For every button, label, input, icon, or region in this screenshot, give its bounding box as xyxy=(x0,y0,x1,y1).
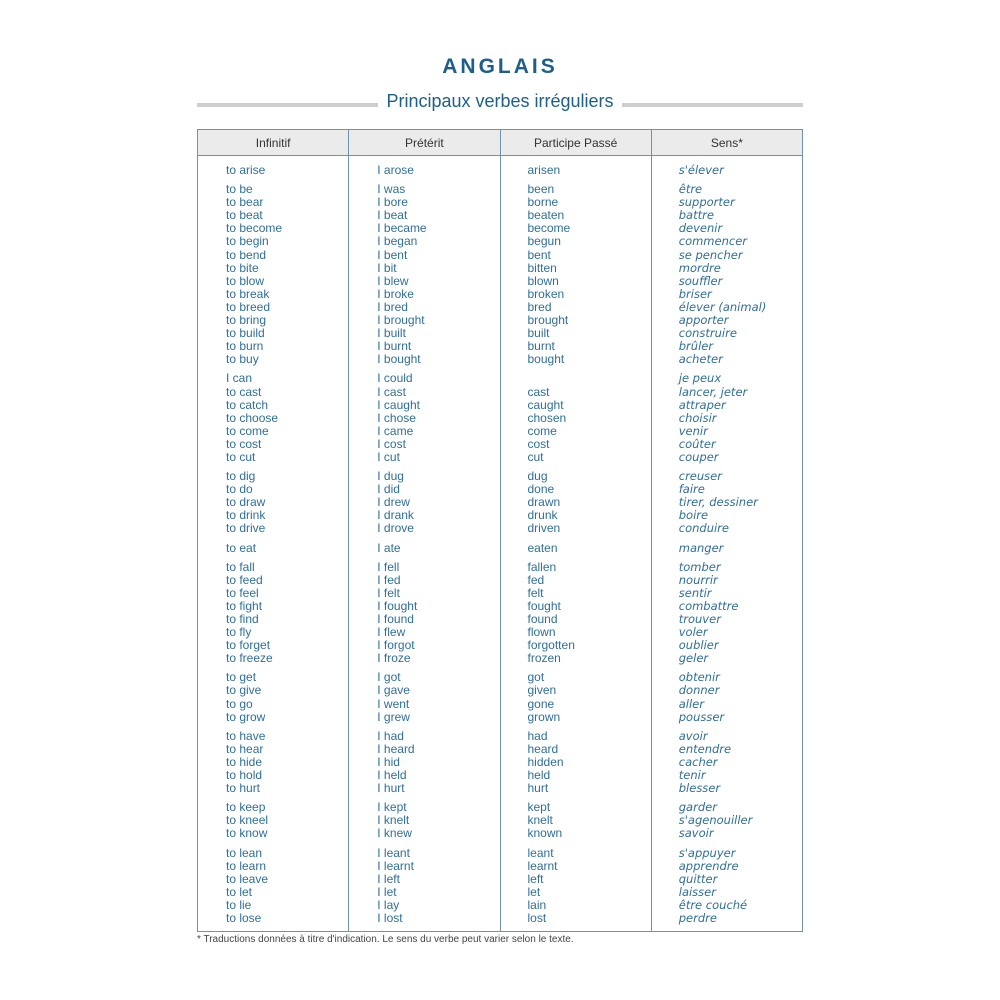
table-cell: to keep xyxy=(226,800,266,815)
table-cell: to get xyxy=(226,670,257,685)
table-cell: to break xyxy=(226,286,270,301)
table-cell: I held xyxy=(377,768,407,783)
table-cell: venir xyxy=(678,423,708,438)
column-preterit xyxy=(349,156,500,932)
page-title: ANGLAIS xyxy=(442,55,558,78)
column-participe-passe xyxy=(500,156,651,932)
table-cell: to cast xyxy=(226,384,262,399)
table-cell: se pencher xyxy=(678,247,743,262)
table-cell: to buy xyxy=(226,352,259,367)
table-cell: I froze xyxy=(377,651,411,666)
table-cell: to begin xyxy=(226,234,269,249)
table-cell: bred xyxy=(527,299,552,314)
table-cell: to arise xyxy=(226,163,266,177)
verb-group xyxy=(501,366,651,464)
verb-group xyxy=(349,555,499,666)
table-cell: to bend xyxy=(226,247,267,262)
verb-group xyxy=(198,464,348,535)
table-cell: brought xyxy=(527,313,569,328)
table-cell: I became xyxy=(377,221,427,236)
table-cell: I drew xyxy=(377,495,410,510)
table-cell: beaten xyxy=(527,208,565,223)
table-cell: souffler xyxy=(678,273,723,288)
table-cell: s'agenouiller xyxy=(678,813,753,828)
table-cell: I cost xyxy=(377,436,406,451)
table-cell: bought xyxy=(527,352,565,367)
verb-group xyxy=(198,665,348,723)
column-header-preterit: Prétérit xyxy=(349,130,500,156)
divider-left xyxy=(197,103,378,107)
table-cell: I bought xyxy=(377,352,421,367)
table-cell: I ate xyxy=(377,540,401,555)
table-cell xyxy=(501,372,651,385)
table-cell: tirer, dessiner xyxy=(678,495,758,510)
table-cell: I chose xyxy=(377,410,416,425)
verb-group xyxy=(652,366,802,464)
verb-group xyxy=(349,841,499,926)
table-cell: I went xyxy=(377,696,410,711)
table-cell: commencer xyxy=(678,234,748,249)
table-cell: to cut xyxy=(226,449,256,464)
table-cell: obtenir xyxy=(678,670,720,685)
table-cell: I fell xyxy=(377,559,400,574)
table-body-row xyxy=(198,156,803,932)
table-cell: I hurt xyxy=(377,781,405,796)
table-cell: to hear xyxy=(226,741,264,756)
table-cell: to fly xyxy=(226,625,252,640)
table-cell: I broke xyxy=(377,286,414,301)
table-cell: had xyxy=(527,728,548,743)
table-cell: I grew xyxy=(377,709,410,724)
bottom-padding xyxy=(501,925,651,931)
table-cell: combattre xyxy=(678,598,739,613)
table-cell: quitter xyxy=(678,871,718,886)
table-cell: I caught xyxy=(377,397,420,412)
table-cell: to lean xyxy=(226,845,263,860)
verb-group xyxy=(349,366,499,464)
table-cell: battre xyxy=(678,208,714,223)
table-cell: I blew xyxy=(377,273,409,288)
table-cell: I bore xyxy=(377,195,408,210)
table-cell: garder xyxy=(678,800,717,815)
table-cell: bitten xyxy=(527,260,557,275)
table-cell: to do xyxy=(226,482,253,497)
table-cell: to bite xyxy=(226,260,259,275)
verb-group xyxy=(198,536,348,555)
table-cell: trouver xyxy=(678,612,721,626)
table-cell: mordre xyxy=(678,260,721,275)
table-cell: I let xyxy=(377,884,397,899)
table-cell: construire xyxy=(678,326,737,341)
table-cell: caught xyxy=(527,397,564,412)
table-cell: I fed xyxy=(377,572,401,587)
verb-group xyxy=(501,665,651,723)
table-cell: to learn xyxy=(226,858,267,873)
table-cell: I got xyxy=(377,670,401,685)
verb-group xyxy=(652,665,802,723)
column-sens xyxy=(651,156,802,932)
table-cell: donner xyxy=(678,683,720,698)
table-cell: to freeze xyxy=(226,651,273,666)
table-cell: supporter xyxy=(678,195,735,210)
table-cell: s'appuyer xyxy=(678,845,736,860)
table-cell: I kept xyxy=(377,800,407,815)
table-cell: been xyxy=(527,182,555,197)
table-cell: creuser xyxy=(678,469,722,484)
table-cell: blesser xyxy=(678,781,721,796)
table-cell: I found xyxy=(377,612,414,626)
column-header-participe-passe: Participe Passé xyxy=(500,130,651,156)
table-cell: to let xyxy=(226,884,253,899)
table-cell: flown xyxy=(527,625,556,640)
table-cell: learnt xyxy=(527,858,558,873)
table-cell: lancer, jeter xyxy=(678,384,748,399)
table-cell: to leave xyxy=(226,871,269,886)
verb-group xyxy=(652,464,802,535)
bottom-padding xyxy=(198,925,348,931)
table-cell: knelt xyxy=(527,813,553,828)
table-cell: I had xyxy=(377,728,404,743)
table-cell: to choose xyxy=(226,410,279,425)
table-cell: to find xyxy=(226,612,259,626)
verb-group xyxy=(652,536,802,555)
table-cell: perdre xyxy=(678,910,717,925)
table-cell: hurt xyxy=(527,781,549,796)
table-cell: to drive xyxy=(226,521,266,536)
table-cell: voler xyxy=(678,625,708,640)
table-cell: I bent xyxy=(377,247,408,262)
table-cell: to have xyxy=(226,728,266,743)
table-cell: done xyxy=(527,482,555,497)
table-cell: arisen xyxy=(527,163,561,177)
table-cell: to eat xyxy=(226,540,257,555)
verb-group xyxy=(652,555,802,666)
table-cell: gone xyxy=(527,696,555,711)
table-cell: drawn xyxy=(527,495,561,510)
table-cell: I brought xyxy=(377,313,425,328)
table-cell: I cut xyxy=(377,449,400,464)
verb-group xyxy=(198,724,348,795)
table-cell: let xyxy=(527,884,541,899)
table-cell: avoir xyxy=(678,728,708,743)
table-cell: briser xyxy=(678,286,712,301)
table-cell: driven xyxy=(527,521,561,536)
verb-group xyxy=(349,177,499,366)
table-cell: fought xyxy=(527,598,561,613)
table-cell: fallen xyxy=(527,559,557,574)
table-cell: brûler xyxy=(678,339,714,354)
subtitle-row xyxy=(197,88,803,114)
column-header-sens: Sens* xyxy=(651,130,802,156)
verb-group xyxy=(501,156,651,177)
table-header-row xyxy=(198,130,803,156)
table-cell: burnt xyxy=(527,339,555,354)
table-cell: frozen xyxy=(527,651,561,666)
table-cell: I built xyxy=(377,326,406,341)
table-cell: to draw xyxy=(226,495,266,510)
table-cell: I arose xyxy=(377,163,414,177)
table-cell: cut xyxy=(527,449,544,464)
table-cell: held xyxy=(527,768,551,783)
verb-group xyxy=(652,156,802,177)
table-cell: I beat xyxy=(377,208,408,223)
verb-group xyxy=(198,795,348,840)
verb-group xyxy=(652,724,802,795)
verb-group xyxy=(349,724,499,795)
table-cell: to beat xyxy=(226,208,263,223)
verb-group xyxy=(198,555,348,666)
table-cell: I forgot xyxy=(377,638,415,653)
table-cell: I lost xyxy=(377,910,403,925)
table-cell: to cost xyxy=(226,436,262,451)
table-cell: to bring xyxy=(226,313,267,328)
table-cell: entendre xyxy=(678,741,732,756)
table-cell: lain xyxy=(527,897,547,912)
table-cell: sentir xyxy=(678,585,712,600)
table-cell: built xyxy=(527,326,550,341)
table-cell: I drank xyxy=(377,508,414,523)
table-cell: to drink xyxy=(226,508,266,523)
verb-group xyxy=(349,536,499,555)
table-cell: I began xyxy=(377,234,418,249)
table-cell: pousser xyxy=(678,709,725,724)
table-cell: to dig xyxy=(226,469,256,484)
table-cell: to hide xyxy=(226,754,263,769)
table-cell: cacher xyxy=(678,754,718,769)
table-cell: I bred xyxy=(377,299,408,314)
column-infinitif xyxy=(198,156,349,932)
divider-right xyxy=(622,103,803,107)
verb-group xyxy=(198,177,348,366)
table-cell: to hold xyxy=(226,768,263,783)
table-cell: bent xyxy=(527,247,551,262)
table-cell: faire xyxy=(678,482,705,497)
table-cell: to go xyxy=(226,696,253,711)
table-cell: tomber xyxy=(678,559,721,574)
table-cell: attraper xyxy=(678,397,726,412)
table-cell: to bear xyxy=(226,195,264,210)
table-cell: coûter xyxy=(678,436,716,451)
table-cell: I felt xyxy=(377,585,400,600)
table-cell: to become xyxy=(226,221,283,236)
table-cell: laisser xyxy=(678,884,716,899)
table-cell: savoir xyxy=(678,826,714,841)
table-cell: apporter xyxy=(678,313,729,328)
verb-group xyxy=(349,665,499,723)
table-cell: come xyxy=(527,423,557,438)
table-cell: I heard xyxy=(377,741,415,756)
table-cell: lost xyxy=(527,910,547,925)
table-cell: manger xyxy=(678,540,724,555)
table-cell: to fight xyxy=(226,598,263,613)
table-cell: heard xyxy=(527,741,559,756)
verb-group xyxy=(198,366,348,464)
table-cell: I left xyxy=(377,871,400,886)
table-cell: felt xyxy=(527,585,544,600)
table-cell: I lay xyxy=(377,897,400,912)
table-cell: to forget xyxy=(226,638,271,653)
table-cell: to give xyxy=(226,683,262,698)
verb-group xyxy=(198,156,348,177)
table-cell: borne xyxy=(527,195,559,210)
verb-group xyxy=(652,177,802,366)
table-cell: I flew xyxy=(377,625,406,640)
table-cell: cast xyxy=(527,384,550,399)
table-cell: je peux xyxy=(678,371,722,386)
table-cell: given xyxy=(527,683,557,698)
verb-group xyxy=(501,177,651,366)
table-cell: kept xyxy=(527,800,551,815)
table-cell: forgotten xyxy=(527,638,575,653)
table-cell: I hid xyxy=(377,754,400,769)
table-cell: I knew xyxy=(377,826,412,841)
table-cell: apprendre xyxy=(678,858,739,873)
table-cell: être couché xyxy=(678,897,748,912)
table-cell: I was xyxy=(377,182,406,197)
column-header-infinitif: Infinitif xyxy=(198,130,349,156)
table-cell: hidden xyxy=(527,754,564,769)
table-cell: to know xyxy=(226,826,268,841)
table-cell: dug xyxy=(527,469,548,484)
verb-group xyxy=(652,841,802,926)
table-cell: I can xyxy=(226,371,253,386)
table-cell: I bit xyxy=(377,260,397,275)
irregular-verbs-table xyxy=(197,129,803,932)
table-cell: nourrir xyxy=(678,572,718,587)
table-cell: to feel xyxy=(226,585,259,600)
table-cell: I fought xyxy=(377,598,418,613)
verb-group xyxy=(501,555,651,666)
table-cell: I leant xyxy=(377,845,410,860)
table-cell: I dug xyxy=(377,469,404,484)
table-cell: s'élever xyxy=(678,163,724,177)
table-cell: to fall xyxy=(226,559,255,574)
table-cell: broken xyxy=(527,286,565,301)
table-cell: I cast xyxy=(377,384,406,399)
table-cell: couper xyxy=(678,449,719,464)
table-cell: I burnt xyxy=(377,339,412,354)
verb-group xyxy=(349,464,499,535)
footnote: * Traductions données à titre d'indication. Le sens du verbe peut varier selon le texte. xyxy=(197,934,574,945)
table-cell: to lose xyxy=(226,910,262,925)
table-cell: acheter xyxy=(678,352,723,367)
table-cell: leant xyxy=(527,845,554,860)
table-cell: left xyxy=(527,871,544,886)
bottom-padding xyxy=(349,925,499,931)
verb-group xyxy=(652,795,802,840)
verb-group xyxy=(501,724,651,795)
table-cell: élever (animal) xyxy=(678,299,767,314)
table-cell: I drove xyxy=(377,521,414,536)
table-cell: to catch xyxy=(226,397,269,412)
table-cell: choisir xyxy=(678,410,717,425)
verb-group xyxy=(501,536,651,555)
table-cell: grown xyxy=(527,709,561,724)
table-cell: to kneel xyxy=(226,813,269,828)
table-cell: to burn xyxy=(226,339,264,354)
verb-group xyxy=(349,156,499,177)
table-cell: begun xyxy=(527,234,561,249)
table-cell: boire xyxy=(678,508,709,523)
table-cell: found xyxy=(527,612,558,626)
table-cell: I knelt xyxy=(377,813,410,828)
table-cell: got xyxy=(527,670,545,685)
verb-group xyxy=(349,795,499,840)
verb-group xyxy=(501,841,651,926)
table-cell: become xyxy=(527,221,571,236)
table-cell: known xyxy=(527,826,563,841)
table-cell: to hurt xyxy=(226,781,261,796)
table-cell: eaten xyxy=(527,540,558,555)
bottom-padding xyxy=(652,925,802,931)
table-cell: geler xyxy=(678,651,709,666)
table-cell: être xyxy=(678,182,703,197)
table-cell: I learnt xyxy=(377,858,414,873)
table-cell: to grow xyxy=(226,709,266,724)
table-cell: to build xyxy=(226,326,265,341)
table-cell: to lie xyxy=(226,897,252,912)
table-cell: to come xyxy=(226,423,269,438)
table-cell: drunk xyxy=(527,508,558,523)
table-cell: I gave xyxy=(377,683,410,698)
verb-group xyxy=(501,795,651,840)
table-cell: aller xyxy=(678,696,704,711)
table-cell: oublier xyxy=(678,638,719,653)
table-cell: fed xyxy=(527,572,545,587)
table-cell: I could xyxy=(377,371,413,386)
table-cell: tenir xyxy=(678,768,706,783)
table-cell: to breed xyxy=(226,299,271,314)
table-cell: I did xyxy=(377,482,400,497)
table-cell: to blow xyxy=(226,273,265,288)
page-subtitle: Principaux verbes irréguliers xyxy=(386,90,614,111)
table-cell: chosen xyxy=(527,410,567,425)
table-cell: devenir xyxy=(678,221,723,236)
verb-group xyxy=(501,464,651,535)
table-cell: I came xyxy=(377,423,414,438)
verb-group xyxy=(198,841,348,926)
table-cell: conduire xyxy=(678,521,729,536)
table-cell: to be xyxy=(226,182,253,197)
table-cell: cost xyxy=(527,436,550,451)
table-cell: to feed xyxy=(226,572,263,587)
table-cell: blown xyxy=(527,273,559,288)
